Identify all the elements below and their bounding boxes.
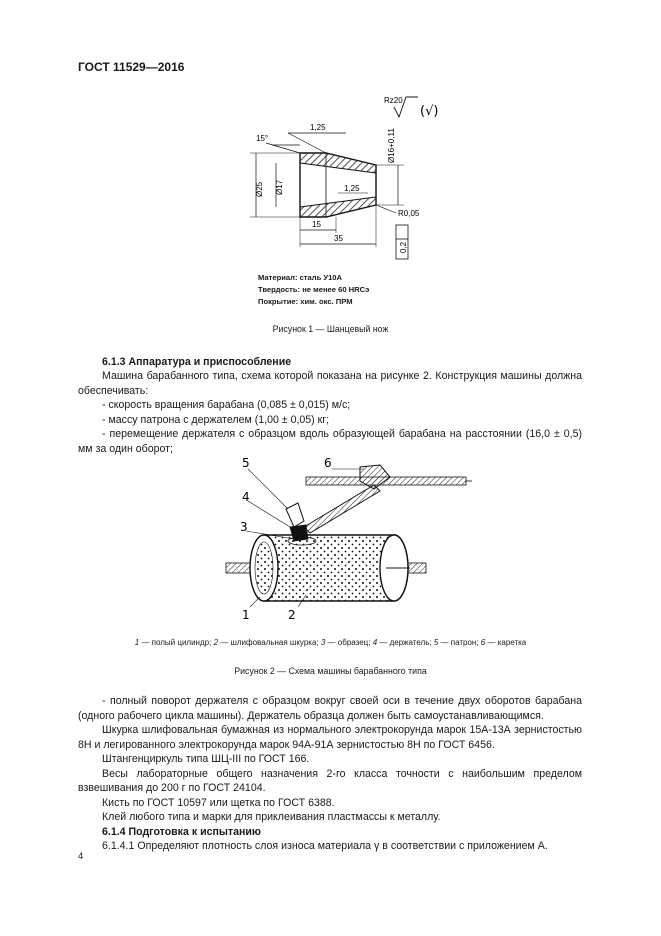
figure-1-caption: Рисунок 1 — Шанцевый нож	[272, 324, 389, 334]
legend-text: полый цилиндр;	[151, 638, 212, 647]
dim-tip-diameter: Ø16+0,11	[387, 128, 396, 163]
list-item: - массу патрона с держателем (1,00 ± 0,05) кг;	[102, 413, 330, 426]
label-3: 3	[240, 520, 248, 534]
legend-text: образец;	[337, 638, 371, 647]
legend-num: 5	[433, 638, 439, 647]
dim-roughness-top: 1,25	[310, 123, 326, 132]
legend-num: 6	[480, 638, 486, 647]
label-5: 5	[242, 456, 250, 470]
paragraph: Клей любого типа и марки для приклеивания пластмассы к металлу.	[102, 811, 441, 823]
roughness-rest: (√)	[420, 104, 439, 119]
legend-text: держатель;	[389, 638, 432, 647]
paragraph: Машина барабанного типа, схема которой показана на рисунке 2. Конструкция машины должна обеспечивать:	[78, 370, 582, 397]
list-item: - полный поворот держателя с образцом вокруг своей оси в течение двух оборотов барабана (одного рабочего цикла машины). Держатель образца должен быть самоустанавливающимся.	[78, 695, 582, 722]
paragraph: Шкурка шлифовальная бумажная из нормального электрокорунда марок 15А-13А зернистостью 8Н и легированного электрокорунда марок 94А-91А зернистостью 8Н по ГОСТ 6456.	[78, 724, 582, 751]
legend-text: патрон;	[450, 638, 479, 647]
dim-length-total: 35	[334, 234, 343, 243]
figure-2-drawing	[214, 455, 474, 625]
dim-radius: R0,05	[398, 209, 420, 218]
legend-num: 3	[320, 638, 326, 647]
paragraph: Штангенциркуль типа ШЦ-III по ГОСТ 166.	[102, 753, 310, 765]
body-continued	[78, 694, 582, 854]
note-material: Материал: сталь У10А	[258, 273, 342, 282]
section-6-1-3-title: 6.1.3 Аппаратура и приспособление	[102, 356, 292, 368]
figure-1-notes	[258, 272, 369, 308]
note-hardness: Твердость: не менее 60 HRCэ	[258, 285, 370, 294]
legend-num: 4	[372, 638, 378, 647]
label-4: 4	[242, 490, 250, 504]
roughness-value: Rz20	[384, 96, 403, 105]
dim-roughness-mid: 1,25	[344, 184, 360, 193]
list-item: - перемещение держателя с образцом вдоль образующей барабана на расстоянии (16,0 ± 0,5) мм за один оборот;	[78, 428, 582, 455]
paragraph-6-1-4-1: 6.1.4.1 Определяют плотность слоя износа материала γ в соответствии с приложением А.	[102, 840, 548, 852]
dim-inner-diameter: Ø17	[275, 179, 284, 195]
section-6-1-3-body	[78, 369, 582, 456]
dim-length-short: 15	[312, 220, 321, 229]
paragraph: Весы лабораторные общего назначения 2-го класса точности с наибольшим пределом взвешивания до 200 г по ГОСТ 24104.	[78, 767, 582, 794]
figure-2-legend: 1 — полый цилиндр; 2 — шлифовальная шкурка; 3 — образец; 4 — держатель; 5 — патрон; 6 — каретка	[134, 638, 527, 647]
dim-angle: 15°	[256, 134, 269, 143]
note-coating: Покрытие: хим. окс. ПРМ	[258, 297, 353, 306]
label-1: 1	[242, 608, 250, 622]
dim-flatness: 0,2	[399, 241, 408, 253]
label-2: 2	[288, 608, 296, 622]
list-item: - скорость вращения барабана (0,085 ± 0,015) м/с;	[102, 399, 351, 411]
legend-num: 2	[213, 638, 219, 647]
document-header: ГОСТ 11529—2016	[78, 60, 185, 74]
label-6: 6	[324, 456, 332, 470]
figure-2-caption: Рисунок 2 — Схема машины барабанного типа	[234, 666, 427, 676]
legend-text: каретка	[497, 638, 527, 647]
legend-text: шлифовальная шкурка;	[230, 638, 319, 647]
section-6-1-4-title: 6.1.4 Подготовка к испытанию	[102, 825, 261, 838]
page-number: 4	[78, 851, 84, 862]
legend-num: 1	[134, 638, 140, 647]
paragraph: Кисть по ГОСТ 10597 или щетка по ГОСТ 6388.	[102, 796, 335, 809]
dim-outer-diameter: Ø25	[255, 181, 264, 197]
